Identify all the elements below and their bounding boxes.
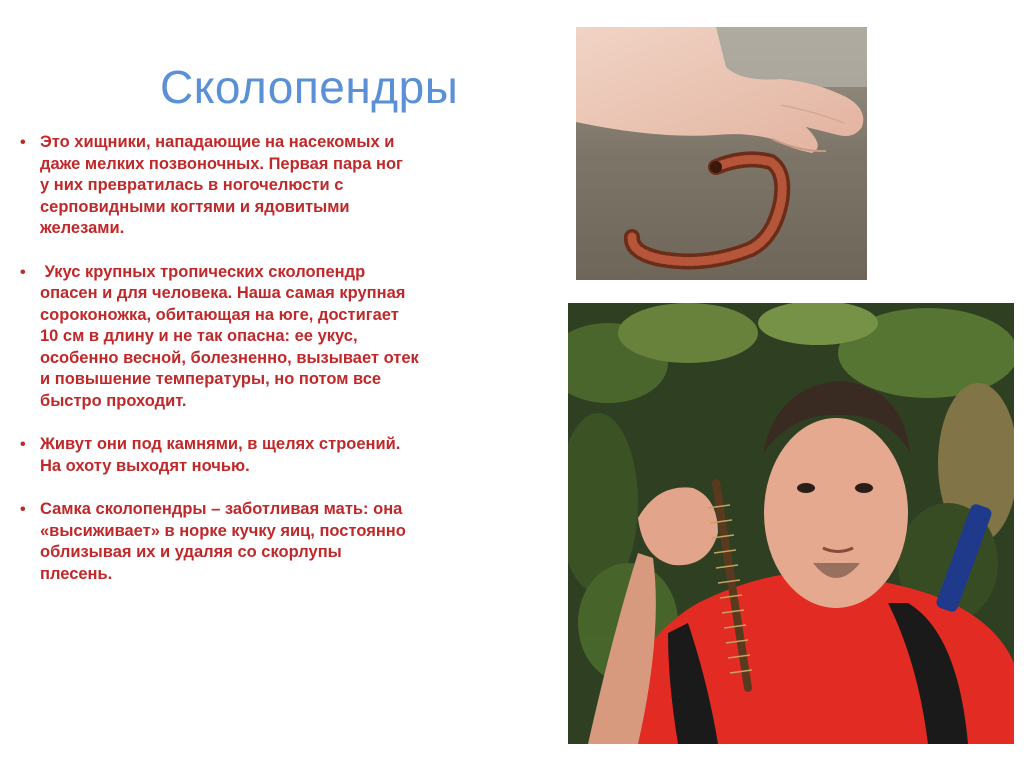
- bullet-line: особенно весной, болезненно, вызывает отек: [40, 348, 419, 367]
- bullet-item: [18, 499, 518, 585]
- millipede-hand-illustration: [576, 27, 867, 280]
- bullet-line: «высиживает» в норке кучку яиц, постоянно: [40, 521, 406, 540]
- bullet-line: у них превратилась в ногочелюсти с: [40, 176, 344, 194]
- bullet-marker: •: [20, 501, 26, 518]
- bullet-marker: •: [20, 134, 26, 151]
- bullet-line: Живут они под камнями, в щелях строений.: [40, 435, 401, 453]
- millipede-hand-photo: [576, 27, 867, 280]
- bullet-line: Самка сколопендры – заботливая мать: она: [40, 500, 403, 518]
- slide-title: Сколопендры: [160, 61, 459, 113]
- bullet-line: плесень.: [40, 564, 113, 583]
- bullet-line: даже мелких позвоночных. Первая пара ног: [40, 154, 403, 173]
- bullet-line: быстро проходит.: [40, 391, 187, 410]
- bullet-line: Это хищники, нападающие на насекомых и: [40, 133, 395, 151]
- bullet-line: облизывая их и удаляя со скорлупы: [40, 543, 342, 561]
- bullet-marker: •: [20, 263, 26, 281]
- man-with-centipede-photo: [568, 303, 1014, 744]
- bullet-item: [18, 262, 518, 413]
- bullet-item: [18, 434, 518, 477]
- bullet-line: железами.: [40, 219, 125, 237]
- bullet-line: сороконожка, обитающая на юге, достигает: [40, 305, 399, 324]
- bullet-line: и повышение температуры, но потом все: [40, 370, 382, 388]
- bullet-list: [18, 132, 518, 585]
- man-with-centipede-illustration: [568, 303, 1014, 744]
- bullet-marker: •: [20, 436, 26, 453]
- bullet-line: 10 см в длину и не так опасна: ее укус,: [40, 327, 358, 345]
- bullet-line: Укус крупных тропических сколопендр: [40, 262, 366, 281]
- bullet-item: [18, 132, 518, 240]
- bullet-line: серповидными когтями и ядовитыми: [40, 197, 350, 216]
- face: [764, 418, 908, 608]
- bullet-line: На охоту выходят ночью.: [40, 456, 250, 475]
- bullet-line: опасен и для человека. Наша самая крупная: [40, 284, 406, 302]
